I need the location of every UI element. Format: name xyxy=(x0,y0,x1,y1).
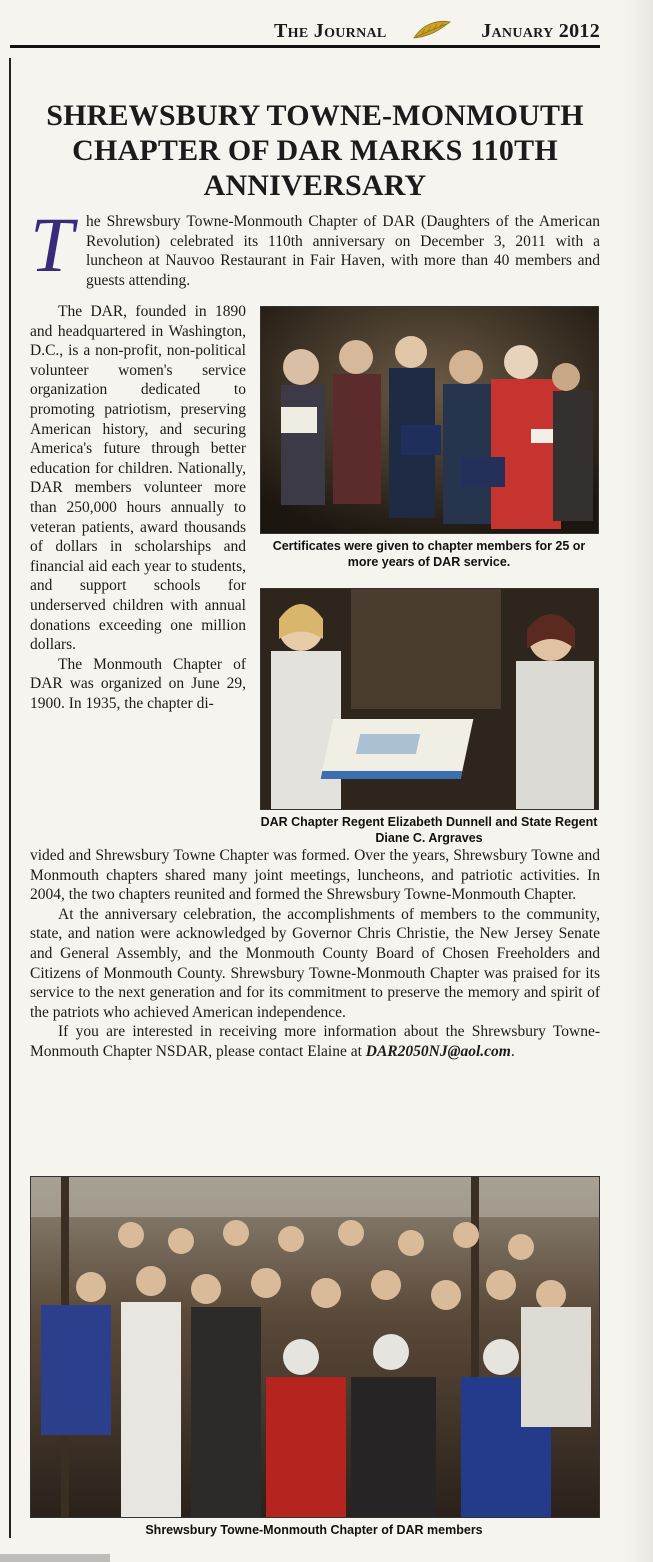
certificates-caption: Certificates were given to chapter members for 25 or more years of DAR service. xyxy=(272,539,586,569)
certificates-photo-image xyxy=(261,307,598,533)
contact-text: If you are interested in receiving more information about the Shrewsbury Towne-Monmouth Chapter NSDAR, please contact Elaine at xyxy=(30,1023,600,1060)
drop-cap: T xyxy=(30,201,74,288)
full-width-text xyxy=(30,846,600,1062)
regents-photo-image xyxy=(261,589,598,809)
page-edge-shadow xyxy=(623,0,653,1562)
contact-period: . xyxy=(510,1042,515,1060)
paragraph-contact xyxy=(30,1022,600,1061)
paragraph-chapter-history-rest: vided and Shrewsbury Towne Chapter was formed. Over the years, Shrewsbury Towne and Monmouth chapters shared many joint meetings, luncheons, and patriotic activities. In 2004, the two chapters reunited and formed the Shrewsbury Towne-Monmouth Chapter. xyxy=(30,847,600,904)
running-header xyxy=(260,18,600,46)
issue-date: January 2012 xyxy=(481,20,600,42)
publication-name: The Journal xyxy=(274,20,387,42)
left-column-rule xyxy=(9,58,11,1538)
intro-paragraph xyxy=(30,201,600,290)
regents-photo xyxy=(260,588,599,810)
paragraph-anniversary-celebration: At the anniversary celebration, the accomplishments of members to the community, state, and nation were acknowledged by Governor Chris Christie, the New Jersey Senate and General Assembly, and the Monmouth County Board of Chosen Freeholders and Citizens of Monmouth County. Shrewsbury Towne-Monmouth Chapter was praised for its service to the next generation and for its commitment to preserve the memory and spirit of the patriots who achieved American independence. xyxy=(30,905,600,1021)
certificates-photo xyxy=(260,306,599,534)
group-photo-image xyxy=(31,1177,599,1517)
article-headline: SHREWSBURY TOWNE-MONMOUTH CHAPTER OF DAR MARKS 110TH ANNIVERSARY xyxy=(46,99,584,203)
group-caption: Shrewsbury Towne-Monmouth Chapter of DAR members xyxy=(145,1523,483,1537)
next-article-fragment xyxy=(0,1550,120,1562)
paragraph-dar-mission: The DAR, founded in 1890 and headquartered in Washington, D.C., is a non-profit, non-political volunteer women's service organization dedicated to promoting patriotism, preserving American history, and securing America's future through better education for children. Nationally, DAR members volunteer more than 250,000 hours annually to veteran patients, award thousands of dollars in scholarships and financial aid each year to students, and support schools for underserved children with annual donations exceeding one million dollars. xyxy=(30,303,246,654)
regents-caption: DAR Chapter Regent Elizabeth Dunnell and State Regent Diane C. Argraves xyxy=(260,815,598,845)
header-rule xyxy=(10,45,600,48)
group-photo xyxy=(30,1176,600,1518)
intro-text: he Shrewsbury Towne-Monmouth Chapter of DAR (Daughters of the American Revolution) celebrated its 110th anniversary on December 3, 2011 with a luncheon at Nauvoo Restaurant in Fair Haven, with more than 40 members and guests attending. xyxy=(86,213,600,289)
gold-leaf-icon xyxy=(412,18,452,42)
narrow-text-column xyxy=(30,302,246,713)
contact-email-link[interactable]: DAR2050NJ@aol.com xyxy=(365,1042,511,1060)
paragraph-chapter-history-start: The Monmouth Chapter of DAR was organized on June 29, 1900. In 1935, the chapter di- xyxy=(30,655,246,712)
